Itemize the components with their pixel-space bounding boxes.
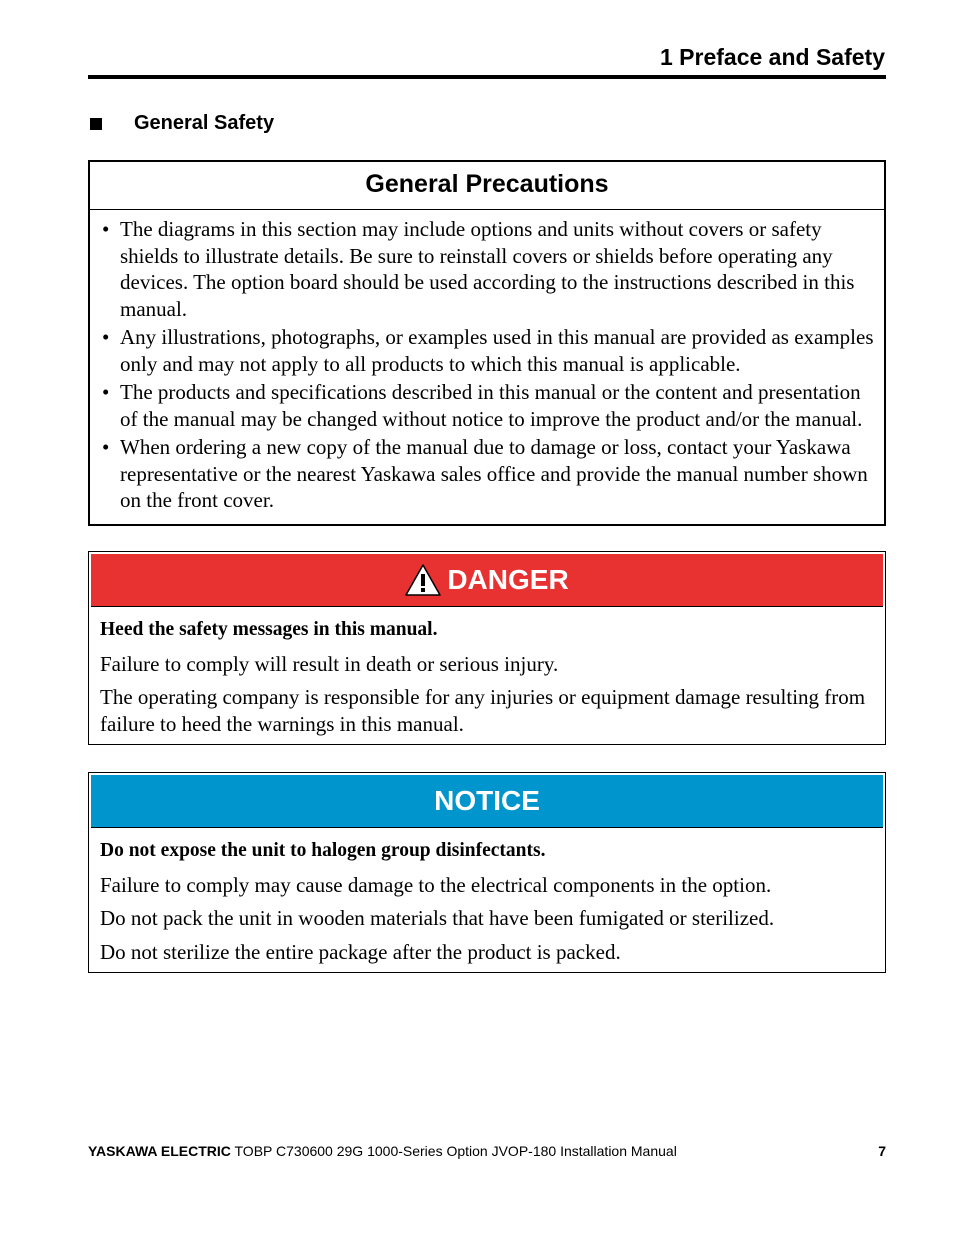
header-rule [88,75,886,79]
footer-brand: YASKAWA ELECTRIC [88,1143,231,1159]
chapter-title: 1 Preface and Safety [659,44,885,70]
notice-line: Do not pack the unit in wooden materials that have been fumigated or sterilized. [100,906,775,930]
precaution-item: • The products and specifications described in this manual or the content and presentation of the manual may be changed without notice to improve the product and/or the manual. [102,379,880,432]
notice-box [88,772,886,973]
page-number: 7 [878,1143,886,1159]
notice-bold-line: Do not expose the unit to halogen group disinfectants. [100,840,546,861]
notice-body [89,828,885,965]
danger-body [89,607,885,737]
precaution-item: • The diagrams in this section may include options and units without covers or safety shields to illustrate details. Be sure to reinstall covers or shields before operating any devices. The option board should be used according to the instructions described in this manual. [102,216,880,322]
danger-line: Failure to comply will result in death or serious injury. [100,651,559,676]
danger-label: DANGER [447,564,569,595]
precaution-item: • When ordering a new copy of the manual due to damage or loss, contact your Yaskawa representative or the nearest Yaskawa sales office and provide the manual number shown on the front cover. [102,434,880,514]
danger-bold-line: Heed the safety messages in this manual. [100,619,438,640]
danger-line: The operating company is responsible for any injuries or equipment damage resulting from failure to heed the warnings in this manual. [100,685,866,736]
footer-manual-title: TOBP C730600 29G 1000-Series Option JVOP-180 Installation Manual [230,1143,677,1159]
notice-label: NOTICE [434,785,540,816]
danger-box [88,551,886,745]
notice-line: Do not sterilize the entire package after the product is packed. [100,939,621,964]
square-bullet-icon [90,118,102,130]
notice-banner [91,775,883,828]
notice-line: Failure to comply may cause damage to the electrical components in the option. [100,872,772,897]
precautions-title: General Precautions [90,162,884,210]
page-footer [88,1143,886,1159]
section-heading [88,112,274,135]
warning-triangle-icon [405,564,441,596]
footer-manual-info [88,1143,677,1159]
section-heading-text: General Safety [134,112,275,134]
danger-banner [91,554,883,607]
precaution-item: • Any illustrations, photographs, or examples used in this manual are provided as examples only and may not apply to all products to which this manual is applicable. [102,324,880,377]
precautions-list [90,210,884,514]
general-precautions-box [88,160,886,526]
